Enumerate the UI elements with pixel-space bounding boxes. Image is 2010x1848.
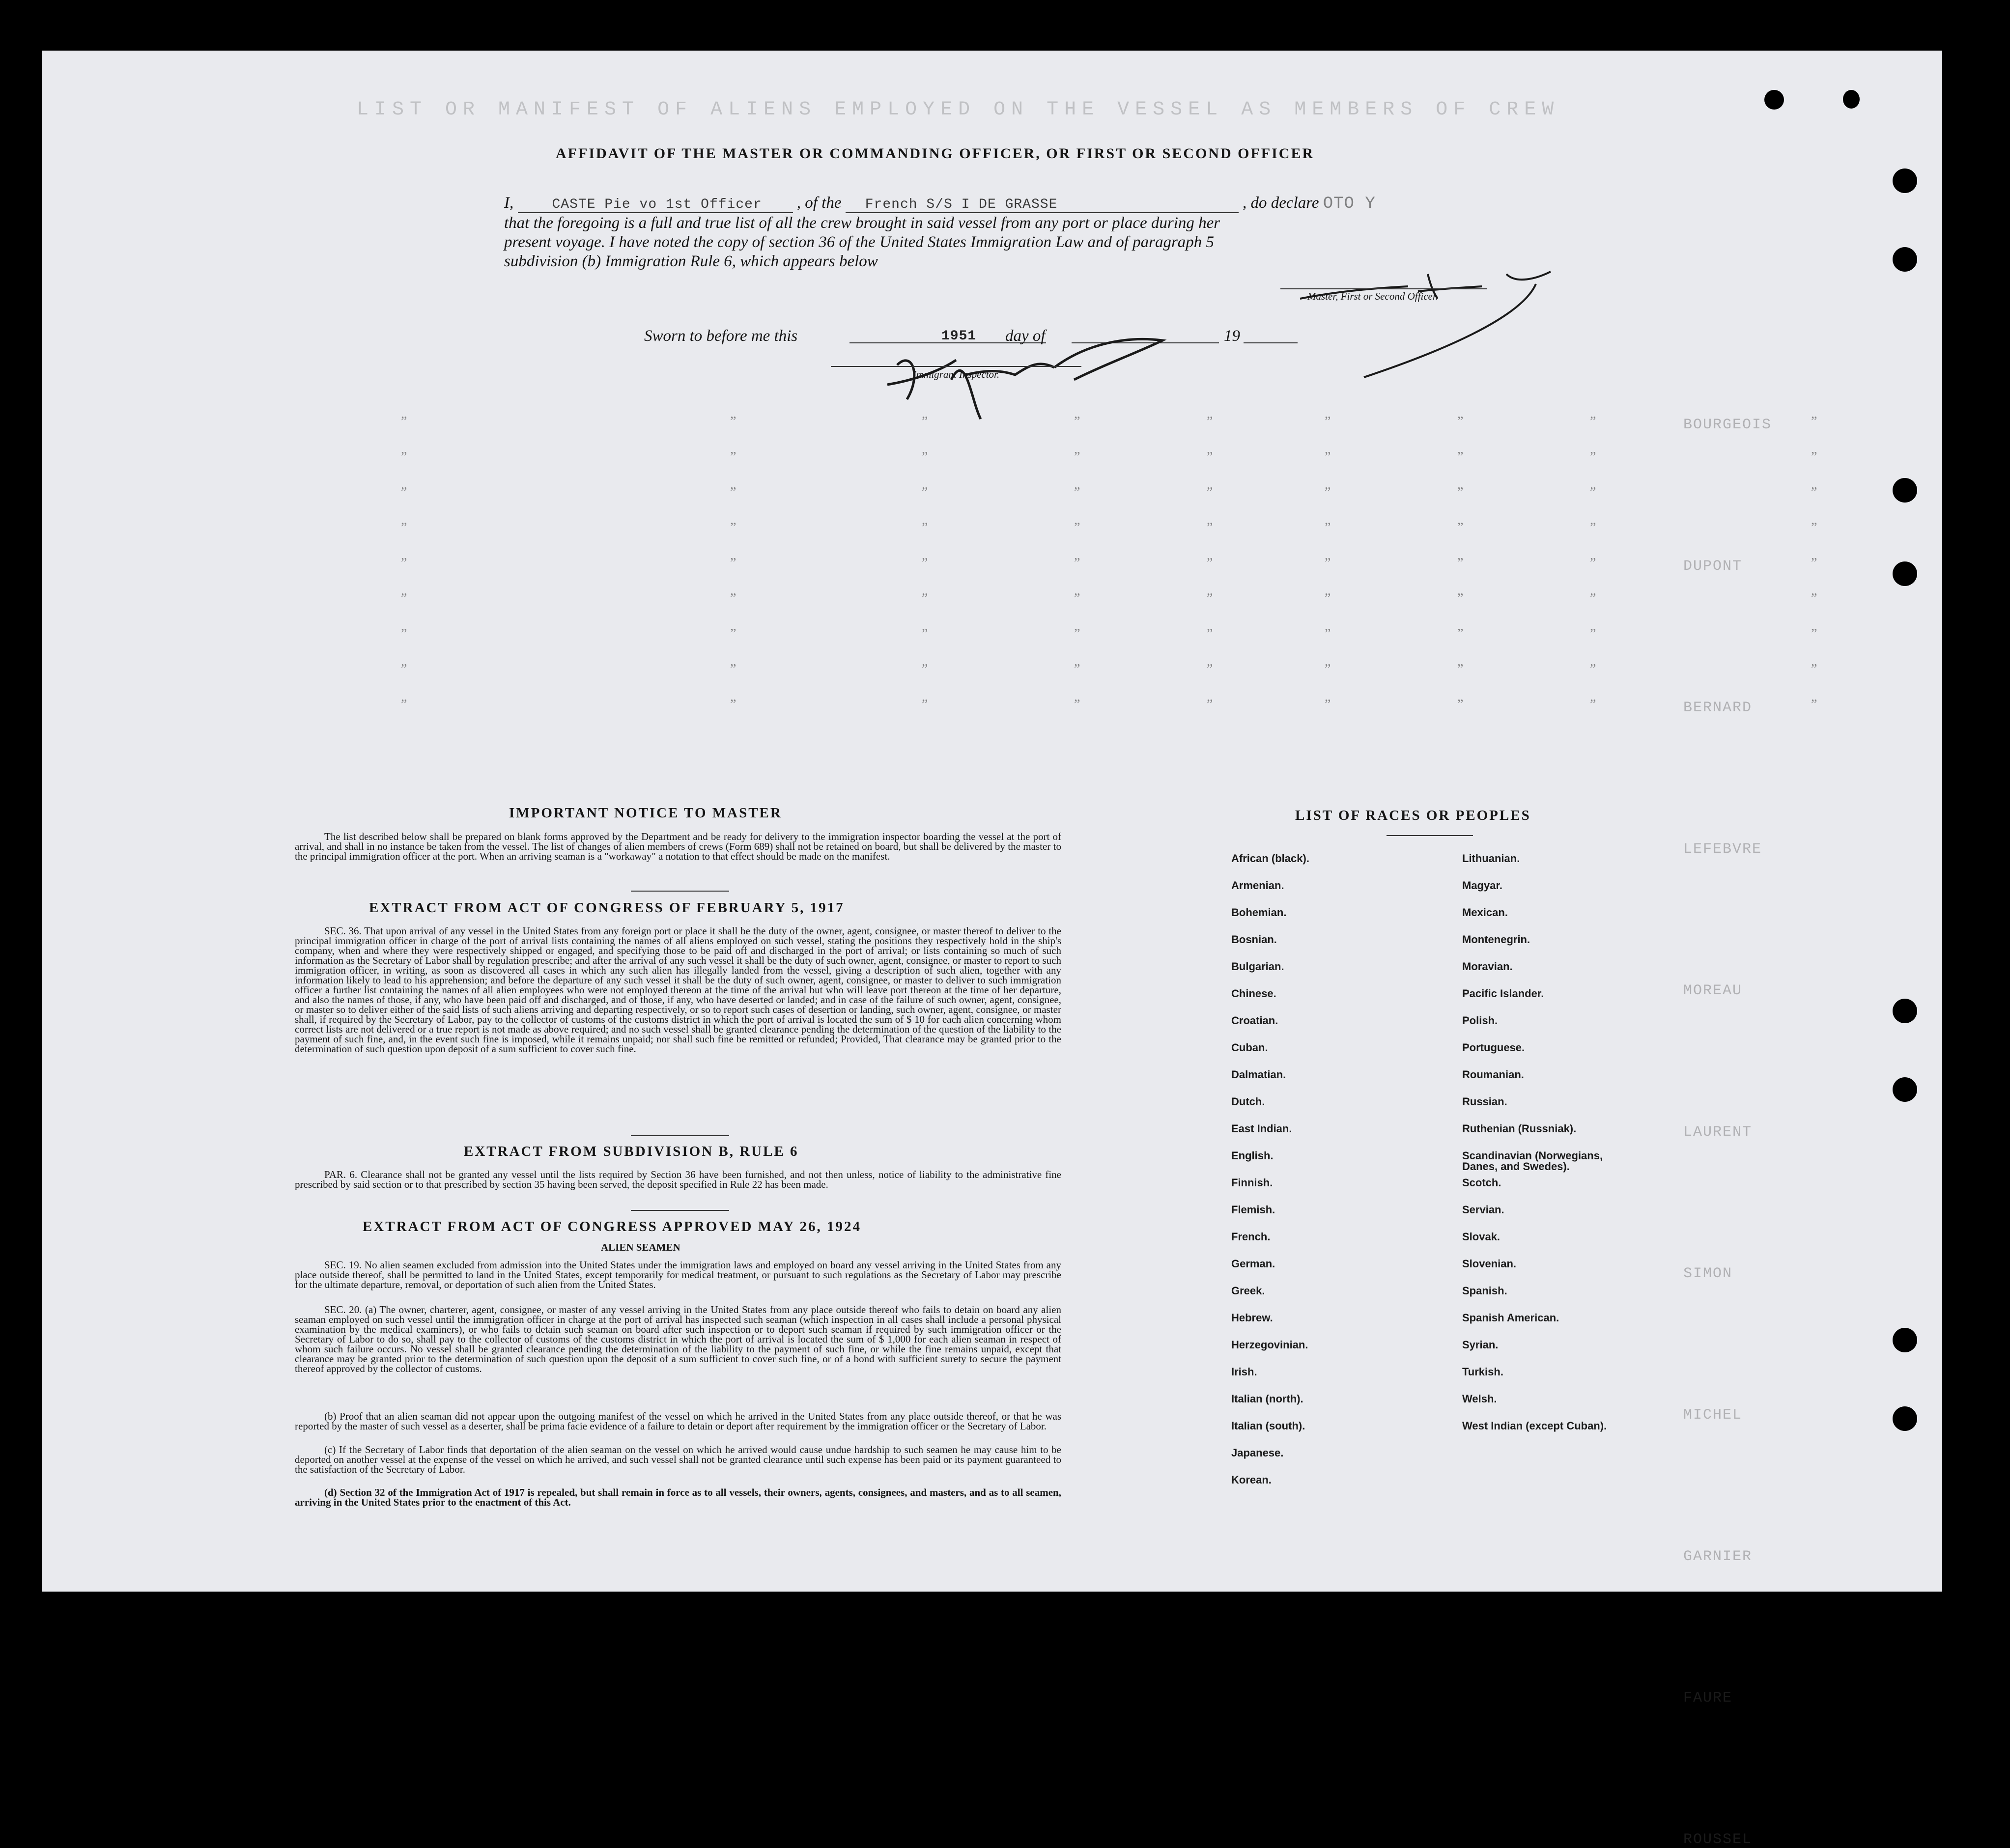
- sworn-year-line: [1244, 342, 1298, 343]
- bleed-through-name: ROUSSEL: [1683, 1831, 1753, 1848]
- ditto-mark: ”: [1074, 697, 1080, 712]
- ditto-mark: ”: [1590, 520, 1596, 535]
- extract-1924-sec19: SEC. 19. No alien seamen excluded from admission into the United States under the immigration laws and employed on board any vessel arriving in the United States from any place outside thereof, shall be permitted to land in the United States, except temporarily for medical treatment, or pursuant to such regulations as the Secretary of Labor may prescribe for the ultimate departure, removal, or deportation of such alien from the United States.: [295, 1259, 1061, 1290]
- race-item: Armenian.: [1231, 879, 1284, 892]
- ditto-mark: ”: [1811, 662, 1817, 677]
- extract-1924-sec20a: SEC. 20. (a) The owner, charterer, agent, consignee, or master of any vessel arriving in the United States from any place outside thereof who fails to detain on board any alien seaman employed on such vessel until the immigration officer in charge at the port of arrival has inspected such seaman (which inspection in all cases shall include a personal physical examination by the medical examiners), or who fails to detain such seaman on board after such inspection or to deport such seaman if required by such immigration officer or the Secretary of Labor to do so, shall pay to the collector of customs of the customs district in which the port of arrival is located the sum of $ 1,000 for each alien seaman in respect of whom such failure occurs. No vessel shall be granted clearance pending the determination of the liability to the payment of such fine, or while the fine remains unpaid, except that clearance may be granted prior to the determination of such question upon the deposit of a sum sufficient to cover such fine, or of a bond with sufficient surety to secure the payment thereof approved by the collector of customs.: [295, 1304, 1061, 1374]
- bleed-through-name: SIMON: [1683, 1265, 1733, 1282]
- ditto-mark: ”: [1457, 591, 1464, 606]
- ditto-mark: ”: [1590, 556, 1596, 571]
- punch-mark: [1764, 90, 1784, 110]
- sworn-year: 19: [1224, 327, 1240, 345]
- race-item: Herzegovinian.: [1231, 1339, 1308, 1351]
- race-item: Italian (north).: [1231, 1393, 1303, 1405]
- ditto-mark: ”: [401, 520, 407, 535]
- race-item: Lithuanian.: [1462, 852, 1520, 865]
- ditto-mark: ”: [1325, 520, 1331, 535]
- ditto-mark: ”: [1590, 626, 1596, 642]
- notice-divider: [631, 891, 729, 892]
- ditto-mark: ”: [1457, 697, 1464, 712]
- extract-1917-divider: [631, 1135, 729, 1136]
- race-item: Bohemian.: [1231, 906, 1287, 919]
- affidavit-declare: , do declare: [1242, 194, 1319, 212]
- ditto-mark: ”: [922, 414, 928, 429]
- ditto-mark: ”: [401, 662, 407, 677]
- ditto-mark: ”: [1074, 626, 1080, 642]
- race-item: French.: [1231, 1231, 1271, 1243]
- ditto-mark: ”: [401, 449, 407, 465]
- affidavit-of-the: , of the: [796, 194, 842, 212]
- bleed-through-name: GARNIER: [1683, 1548, 1753, 1565]
- ditto-mark: ”: [1207, 626, 1213, 642]
- race-item: Croatian.: [1231, 1014, 1278, 1027]
- officer-name-field: CASTE Pie vo 1st Officer: [518, 197, 793, 213]
- sworn-prefix: Sworn to before me this: [644, 327, 798, 345]
- ditto-mark: ”: [1590, 697, 1596, 712]
- ditto-mark: ”: [1457, 414, 1464, 429]
- race-item: Finnish.: [1231, 1176, 1273, 1189]
- ditto-mark: ”: [1325, 556, 1331, 571]
- affidavit-line-3: present voyage. I have noted the copy of section 36 of the United States Immigration Law and of paragraph 5: [504, 233, 1215, 251]
- extract-1924-sec20d: (d) Section 32 of the Immigration Act of 1917 is repealed, but shall remain in force as to all vessels, their owners, agents, consignees, and masters, and as to all seamen, arriving in the United States prior to the enactment of this Act.: [295, 1486, 1061, 1508]
- notice-heading: IMPORTANT NOTICE TO MASTER: [509, 805, 782, 821]
- ditto-mark: ”: [1811, 449, 1817, 465]
- race-item: Ruthenian (Russniak).: [1462, 1122, 1577, 1135]
- punch-hole: [1893, 999, 1917, 1023]
- bleed-through-heading: LIST OR MANIFEST OF ALIENS EMPLOYED ON THE VESSEL AS MEMBERS OF CREW: [357, 99, 1560, 121]
- ditto-mark: ”: [1590, 591, 1596, 606]
- ditto-mark: ”: [922, 662, 928, 677]
- affidavit-line-1: [504, 194, 1376, 213]
- ditto-mark: ”: [922, 697, 928, 712]
- ditto-mark: ”: [1457, 626, 1464, 642]
- bleed-through-name: LAURENT: [1683, 1124, 1753, 1141]
- race-item: Magyar.: [1462, 879, 1502, 892]
- affidavit-line-4: subdivision (b) Immigration Rule 6, which appears below: [504, 252, 878, 270]
- race-item: Hebrew.: [1231, 1312, 1273, 1324]
- ditto-mark: ”: [1074, 556, 1080, 571]
- ditto-mark: ”: [730, 556, 736, 571]
- race-item: Pacific Islander.: [1462, 987, 1544, 1000]
- ditto-mark: ”: [1325, 591, 1331, 606]
- ditto-mark: ”: [730, 697, 736, 712]
- ditto-mark: ”: [1325, 485, 1331, 500]
- ditto-mark: ”: [730, 662, 736, 677]
- race-item: Dutch.: [1231, 1095, 1265, 1108]
- race-item: Dalmatian.: [1231, 1068, 1286, 1081]
- ditto-mark: ”: [1811, 485, 1817, 500]
- officer-signature-line: [1280, 288, 1487, 289]
- ditto-mark: ”: [1457, 485, 1464, 500]
- alien-seamen-subheading: ALIEN SEAMEN: [601, 1241, 680, 1253]
- ditto-mark: ”: [922, 591, 928, 606]
- affidavit-heading: AFFIDAVIT OF THE MASTER OR COMMANDING OFFICER, OR FIRST OR SECOND OFFICER: [556, 145, 1315, 162]
- ditto-mark: ”: [730, 485, 736, 500]
- race-item: Irish.: [1231, 1366, 1257, 1378]
- bleed-through-name: MOREAU: [1683, 982, 1743, 999]
- ditto-mark: ”: [1325, 414, 1331, 429]
- ditto-mark: ”: [1457, 662, 1464, 677]
- race-item: Syrian.: [1462, 1339, 1499, 1351]
- ditto-mark: ”: [1590, 485, 1596, 500]
- ditto-mark: ”: [1207, 697, 1213, 712]
- document-sheet: [42, 51, 1942, 1848]
- ditto-mark: ”: [401, 626, 407, 642]
- race-item: Greek.: [1231, 1285, 1265, 1297]
- race-item: West Indian (except Cuban).: [1462, 1420, 1607, 1432]
- bleed-through-name: FAURE: [1683, 1690, 1733, 1707]
- ditto-mark: ”: [401, 591, 407, 606]
- stamp-mark: OTO Y: [1323, 195, 1376, 213]
- race-item: Montenegrin.: [1462, 933, 1530, 946]
- bleed-through-name: BERNARD: [1683, 700, 1753, 716]
- race-item: Mexican.: [1462, 906, 1508, 919]
- ditto-mark: ”: [730, 414, 736, 429]
- punch-hole: [1893, 1077, 1917, 1102]
- extract-1917-body: SEC. 36. That upon arrival of any vessel in the United States from any foreign port or place it shall be the duty of the owner, agent, consignee, or master thereof to deliver to the principal immigration officer in charge of the port of arrival lists containing the names of all aliens employed on such vessel, stating the positions they respectively hold in the ship's company, when and where they were respectively shipped or engaged, and specifying those to be paid off and discharged in the port of arrival; or lists containing so much of such information as the Secretary of Labor shall by regulation prescribe; and after the arrival of any such vessel it shall be the duty of such owner, agent, consignee, or master to report to such immigration officer, in writing, as soon as discovered all cases in which any such alien has illegally landed from the vessel, giving a description of such alien, together with any information likely to lead to his apprehension; and before the departure of any such vessel it shall be the duty of such owner, agent, consignee, or master to deliver to such immigration officer a further list containing the names of all alien employees who were not employed thereon at the time of the arrival but who will leave port thereon at the time of her departure, and also the names of those, if any, who have been paid off and discharged, and of those, if any, who have deserted or landed; and in case of the failure of such owner, agent, consignee, or master so to deliver either of the said lists of such aliens arriving and departing respectively, or so to report such cases of desertion or landing, such owner, agent, consignee, or master shall, if required by the Secretary of Labor, pay to the collector of customs of the customs district in which the port of arrival is located the sum of $ 10 for each alien concerning whom correct lists are not delivered or a true report is not made as above required; and no such vessel shall be granted clearance pending the determination of the question of the liability to the payment of such fine, and, in the event such fine is imposed, while it remains unpaid; nor shall such fine be remitted or refunded; Provided, That clearance may be granted prior to the determination of such question upon deposit of a sum sufficient to cover such fine.: [295, 925, 1061, 1055]
- extract-rule6-heading: EXTRACT FROM SUBDIVISION B, RULE 6: [464, 1144, 799, 1159]
- ditto-mark: ”: [1207, 414, 1213, 429]
- extract-1924-heading: EXTRACT FROM ACT OF CONGRESS APPROVED MAY 26, 1924: [363, 1219, 861, 1234]
- ditto-mark: ”: [1811, 697, 1817, 712]
- race-item: Russian.: [1462, 1095, 1507, 1108]
- ditto-mark: ”: [1457, 556, 1464, 571]
- punch-hole: [1893, 247, 1917, 272]
- ditto-mark: ”: [1074, 591, 1080, 606]
- punch-hole: [1893, 168, 1917, 193]
- race-item: Flemish.: [1231, 1204, 1275, 1216]
- ditto-mark: ”: [1590, 662, 1596, 677]
- ditto-mark: ”: [730, 626, 736, 642]
- ditto-mark: ”: [922, 626, 928, 642]
- ditto-mark: ”: [1207, 449, 1213, 465]
- punch-mark: [1843, 90, 1860, 109]
- race-item: Spanish.: [1462, 1285, 1507, 1297]
- ditto-mark: ”: [1325, 626, 1331, 642]
- inspector-signature-label: Immigrant Inspector.: [913, 368, 1000, 380]
- race-item: Moravian.: [1462, 960, 1513, 973]
- bleed-through-name: DUPONT: [1683, 558, 1743, 575]
- ditto-mark: ”: [1207, 520, 1213, 535]
- ditto-mark: ”: [1207, 556, 1213, 571]
- extract-1917-heading: EXTRACT FROM ACT OF CONGRESS OF FEBRUARY 5, 1917: [369, 900, 845, 916]
- race-item: Italian (south).: [1231, 1420, 1305, 1432]
- race-item: Cuban.: [1231, 1041, 1268, 1054]
- race-item: Scandinavian (Norwegians, Danes, and Swedes).: [1462, 1149, 1603, 1173]
- affidavit-line-2: that the foregoing is a full and true list of all the crew brought in said vessel from any port or place during her: [504, 214, 1220, 232]
- race-item: German.: [1231, 1258, 1275, 1270]
- race-item: East Indian.: [1231, 1122, 1292, 1135]
- races-list-left: [1231, 853, 1393, 1502]
- ditto-mark: ”: [1811, 414, 1817, 429]
- race-item: Welsh.: [1462, 1393, 1497, 1405]
- race-item: Portuguese.: [1462, 1041, 1525, 1054]
- punch-hole: [1893, 1406, 1917, 1431]
- race-item: English.: [1231, 1149, 1274, 1162]
- ditto-mark: ”: [1811, 556, 1817, 571]
- ditto-mark: ”: [401, 556, 407, 571]
- ditto-mark: ”: [1590, 449, 1596, 465]
- ditto-mark: ”: [1811, 626, 1817, 642]
- ditto-mark: ”: [1074, 449, 1080, 465]
- ditto-mark: ”: [1457, 449, 1464, 465]
- races-list-right: [1462, 853, 1639, 1448]
- bleed-through-name: LEFEBVRE: [1683, 841, 1762, 858]
- ditto-mark: ”: [1074, 414, 1080, 429]
- race-item: Turkish.: [1462, 1366, 1503, 1378]
- ditto-mark: ”: [1325, 697, 1331, 712]
- ditto-mark: ”: [730, 449, 736, 465]
- races-divider: [1387, 835, 1473, 836]
- ditto-mark: ”: [730, 520, 736, 535]
- officer-signature-label: Master, First or Second Officer.: [1307, 290, 1438, 302]
- vessel-name-field: French S/S I DE GRASSE: [846, 197, 1239, 213]
- notice-body: The list described below shall be prepared on blank forms approved by the Department and be ready for delivery to the immigration inspector boarding the vessel at the port of arrival, and shall in no instance be taken from the vessel. The list of changes of alien members of crews (Form 689) shall not be retained on board, but shall be delivered by the master to the principal immigration officer at the port. When an arriving seaman is a "workaway" a notation to that effect should be made on the manifest.: [295, 831, 1061, 862]
- race-item: Scotch.: [1462, 1176, 1501, 1189]
- ditto-mark: ”: [1207, 662, 1213, 677]
- race-item: Servian.: [1462, 1204, 1504, 1216]
- race-item: Japanese.: [1231, 1447, 1284, 1459]
- punch-hole: [1893, 478, 1917, 503]
- extract-rule6-body: PAR. 6. Clearance shall not be granted any vessel until the lists required by Section 36 have been furnished, and not then unless, notice of liability to the administrative fine prescribed by said section or to that prescribed by section 35 having been served, the deposit specified in Rule 22 has been made.: [295, 1169, 1061, 1190]
- bleed-through-name: MICHEL: [1683, 1407, 1743, 1424]
- ditto-mark: ”: [1811, 591, 1817, 606]
- punch-hole: [1893, 561, 1917, 586]
- race-item: Slovenian.: [1462, 1258, 1517, 1270]
- ditto-mark: ”: [922, 449, 928, 465]
- ditto-mark: ”: [922, 556, 928, 571]
- races-heading: LIST OF RACES OR PEOPLES: [1295, 808, 1531, 823]
- ditto-mark: ”: [1457, 520, 1464, 535]
- race-item: Bosnian.: [1231, 933, 1277, 946]
- race-item: Korean.: [1231, 1474, 1272, 1486]
- extract-rule6-divider: [631, 1210, 729, 1211]
- sworn-day-of: day of: [1005, 327, 1046, 345]
- ditto-mark: ”: [1325, 449, 1331, 465]
- race-item: African (black).: [1231, 852, 1309, 865]
- ditto-mark: ”: [1074, 662, 1080, 677]
- ditto-mark: ”: [1207, 485, 1213, 500]
- ditto-mark: ”: [1590, 414, 1596, 429]
- sworn-date-stamp: 1951: [941, 329, 977, 344]
- affidavit-prefix: I,: [504, 194, 514, 212]
- bleed-through-name: BOURGEOIS: [1683, 417, 1772, 433]
- race-item: Slovak.: [1462, 1231, 1500, 1243]
- ditto-mark: ”: [1325, 662, 1331, 677]
- extract-1924-sec20c: (c) If the Secretary of Labor finds that deportation of the alien seaman on the vessel on which he arrived would cause undue hardship to such seamen he may cause him to be deported on another vessel at the expense of the vessel on which he arrived, and such vessel shall not be granted clearance until such expense has been paid or its payment guaranteed to the satisfaction of the Secretary of Labor.: [295, 1444, 1061, 1475]
- ditto-mark: ”: [1074, 520, 1080, 535]
- ditto-mark: ”: [922, 520, 928, 535]
- punch-hole: [1893, 1328, 1917, 1352]
- race-item: Spanish American.: [1462, 1312, 1559, 1324]
- race-item: Chinese.: [1231, 987, 1276, 1000]
- ditto-mark: ”: [401, 414, 407, 429]
- race-item: Roumanian.: [1462, 1068, 1524, 1081]
- race-item: Polish.: [1462, 1014, 1498, 1027]
- race-item: Bulgarian.: [1231, 960, 1284, 973]
- ditto-mark: ”: [401, 485, 407, 500]
- extract-1924-sec20b: (b) Proof that an alien seaman did not appear upon the outgoing manifest of the vessel on which he arrived in the United States from any place outside thereof, or that he was reported by the master of such vessel as a deserter, shall be prima facie evidence of a failure to detain or deport after requirement by the immigration officer or the Secretary of Labor.: [295, 1410, 1061, 1432]
- ditto-mark: ”: [1207, 591, 1213, 606]
- ditto-mark: ”: [1811, 520, 1817, 535]
- ditto-mark: ”: [1074, 485, 1080, 500]
- ditto-mark: ”: [922, 485, 928, 500]
- ditto-mark: ”: [730, 591, 736, 606]
- officer-signature: [1162, 245, 1605, 392]
- inspector-signature-line: [831, 366, 1081, 367]
- ditto-mark: ”: [401, 697, 407, 712]
